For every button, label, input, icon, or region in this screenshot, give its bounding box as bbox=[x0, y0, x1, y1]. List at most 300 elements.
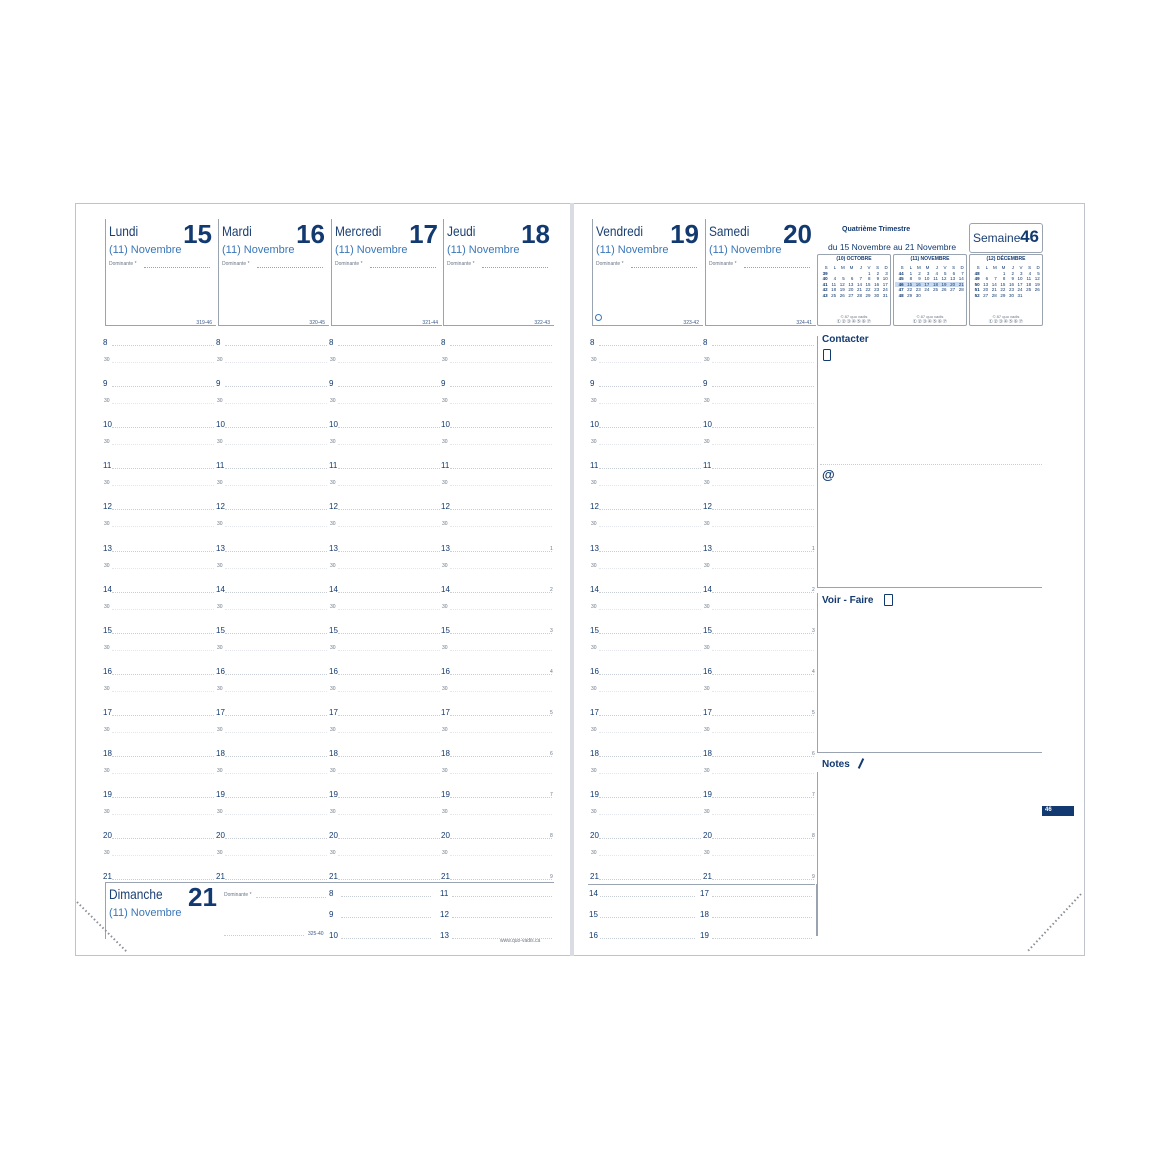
hour-line bbox=[225, 674, 327, 675]
hour-line bbox=[338, 386, 440, 387]
line-number: 9 bbox=[812, 874, 815, 881]
extra-hour: 14 bbox=[589, 889, 598, 898]
line-number: 7 bbox=[550, 792, 553, 799]
half-label: 30 bbox=[442, 768, 448, 774]
hour-line bbox=[225, 468, 327, 469]
calendar-day: 10 bbox=[924, 276, 930, 282]
extra-line bbox=[600, 938, 695, 939]
weekday-letter: M bbox=[849, 265, 854, 270]
calendar-day: 29 bbox=[907, 292, 913, 298]
quarter-title: Quatrième Trimestre bbox=[842, 226, 911, 233]
hour-label: 9 bbox=[590, 379, 595, 389]
hour-label: 12 bbox=[590, 502, 599, 512]
hour-label: 15 bbox=[590, 625, 599, 635]
line-number: 9 bbox=[550, 874, 553, 881]
half-line bbox=[338, 568, 440, 569]
hour-label: 14 bbox=[216, 584, 225, 594]
calendar-day: 14 bbox=[856, 281, 862, 287]
calendar-day: 9 bbox=[1011, 276, 1014, 282]
mini-calendar-title: (12) DÉCEMBRE bbox=[986, 256, 1026, 262]
hour-label: 10 bbox=[103, 420, 112, 430]
hour-label: 11 bbox=[216, 461, 225, 471]
hour-line bbox=[338, 551, 440, 552]
hour-line bbox=[450, 386, 552, 387]
calendar-day: 21 bbox=[856, 287, 862, 293]
hour-line bbox=[112, 756, 214, 757]
half-label: 30 bbox=[104, 398, 110, 405]
hour-line bbox=[225, 633, 327, 634]
sunday-hour: 9 bbox=[329, 910, 334, 919]
half-label: 30 bbox=[217, 521, 223, 528]
calendar-day bbox=[1023, 293, 1032, 299]
half-label: 30 bbox=[442, 726, 448, 733]
hour-label: 8 bbox=[216, 338, 221, 347]
calendar-day: 46 bbox=[895, 282, 904, 288]
half-label: 30 bbox=[442, 521, 448, 528]
half-line bbox=[599, 526, 701, 527]
day-number: 15 bbox=[183, 219, 212, 249]
half-label: 30 bbox=[330, 644, 336, 651]
half-label: 30 bbox=[704, 768, 710, 774]
half-line bbox=[338, 773, 440, 774]
weekday-letter: M bbox=[925, 265, 930, 270]
hour-line bbox=[450, 797, 552, 798]
half-label: 30 bbox=[330, 521, 336, 528]
hour-line bbox=[712, 674, 814, 675]
calendar-day: 28 bbox=[991, 292, 997, 298]
line-number: 3 bbox=[550, 627, 553, 634]
hour-label: 17 bbox=[103, 707, 112, 717]
calendar-day: 45 bbox=[898, 276, 904, 282]
calendar-day: 22 bbox=[1000, 287, 1006, 293]
hour-line bbox=[599, 756, 701, 757]
mini-calendar-footer: © 87 quo vadis bbox=[916, 314, 944, 319]
calendar-day: 50 bbox=[974, 281, 980, 287]
hour-label: 18 bbox=[329, 749, 338, 758]
hour-line bbox=[225, 386, 327, 387]
line-number: 5 bbox=[812, 709, 815, 716]
dominante-label: Dominante * bbox=[109, 261, 137, 267]
hour-label: 13 bbox=[441, 543, 450, 553]
calendar-day: 7 bbox=[994, 276, 997, 282]
weekday-letter: J bbox=[1011, 265, 1014, 270]
week-label: Semaine bbox=[973, 231, 1021, 245]
todo-line bbox=[817, 593, 818, 753]
day-header-mardi bbox=[218, 219, 329, 326]
hour-label: 18 bbox=[441, 749, 450, 758]
weekday-letter: J bbox=[935, 265, 938, 270]
day-header-samedi bbox=[705, 219, 816, 326]
half-label: 30 bbox=[104, 439, 110, 446]
half-label: 30 bbox=[591, 480, 597, 487]
extra-hour: 15 bbox=[589, 910, 598, 919]
half-label: 30 bbox=[217, 439, 223, 446]
half-label: 30 bbox=[704, 850, 710, 857]
hour-line bbox=[599, 345, 701, 346]
hour-line bbox=[112, 386, 214, 387]
calendar-day: 12 bbox=[941, 276, 947, 282]
hour-line bbox=[712, 427, 814, 428]
half-line bbox=[450, 691, 552, 692]
half-line bbox=[712, 362, 814, 363]
weekday-letter: V bbox=[943, 265, 947, 270]
line-number: 2 bbox=[812, 586, 815, 593]
hour-line bbox=[450, 427, 552, 428]
hour-label: 11 bbox=[703, 461, 712, 471]
sunday-line bbox=[341, 917, 431, 918]
hour-label: 11 bbox=[103, 461, 112, 471]
calendar-day: 29 bbox=[865, 292, 871, 298]
half-line bbox=[338, 526, 440, 527]
dominante-label: Dominante * bbox=[596, 261, 624, 267]
half-line bbox=[712, 568, 814, 569]
weekday-letter: V bbox=[1019, 265, 1023, 270]
half-label: 30 bbox=[104, 809, 110, 816]
contact-bottom bbox=[817, 587, 1042, 588]
moon-phases: ①②③④⑤⑥⑦ bbox=[836, 319, 872, 325]
hour-label: 20 bbox=[103, 831, 112, 841]
website: www.quo-vadis.ca bbox=[500, 938, 541, 944]
mini-calendar-footer: © 87 quo vadis bbox=[992, 314, 1020, 319]
half-label: 30 bbox=[442, 480, 448, 487]
calendar-day: 22 bbox=[865, 287, 871, 293]
half-line bbox=[112, 526, 214, 527]
clipboard-icon bbox=[884, 594, 893, 606]
extra-line bbox=[600, 896, 695, 897]
calendar-day: 41 bbox=[822, 281, 828, 287]
half-line bbox=[225, 732, 327, 733]
calendar-day: 29 bbox=[1000, 292, 1006, 298]
half-line bbox=[599, 444, 701, 445]
hour-label: 19 bbox=[103, 790, 112, 800]
mini-calendar-row bbox=[819, 293, 888, 299]
hour-line bbox=[712, 838, 814, 839]
day-name: Lundi bbox=[109, 223, 139, 239]
hour-label: 20 bbox=[329, 831, 338, 841]
hour-label: 10 bbox=[441, 420, 450, 430]
hour-label: 19 bbox=[329, 790, 338, 800]
half-line bbox=[712, 526, 814, 527]
hour-label: 14 bbox=[103, 584, 112, 594]
calendar-day: 13 bbox=[848, 281, 854, 287]
half-label: 30 bbox=[217, 768, 223, 774]
hour-line bbox=[712, 879, 814, 880]
calendar-day: 16 bbox=[874, 281, 880, 287]
dominante-line bbox=[257, 267, 323, 268]
hour-line bbox=[338, 879, 440, 880]
half-label: 30 bbox=[104, 521, 110, 528]
hour-line bbox=[712, 551, 814, 552]
hour-label: 21 bbox=[703, 872, 712, 882]
calendar-day: 48 bbox=[898, 292, 904, 298]
line-number: 8 bbox=[550, 833, 553, 840]
line-number: 3 bbox=[812, 627, 815, 634]
calendar-day: 3 bbox=[885, 270, 888, 276]
half-line bbox=[599, 855, 701, 856]
hour-line bbox=[338, 509, 440, 510]
sunday-line bbox=[341, 938, 431, 939]
half-line bbox=[712, 444, 814, 445]
hour-label: 14 bbox=[441, 584, 450, 594]
extra-line bbox=[712, 938, 812, 939]
hour-label: 13 bbox=[103, 543, 112, 553]
half-line bbox=[112, 732, 214, 733]
half-line bbox=[338, 814, 440, 815]
calendar-day: 25 bbox=[1026, 287, 1032, 293]
hour-line bbox=[712, 468, 814, 469]
weekday-letter: D bbox=[960, 265, 964, 270]
half-label: 30 bbox=[704, 398, 710, 405]
dominante-line bbox=[631, 267, 697, 268]
hour-line bbox=[112, 345, 214, 346]
hour-line bbox=[112, 715, 214, 716]
mini-calendar-row bbox=[971, 293, 1040, 299]
calendar-day: 31 bbox=[882, 292, 888, 298]
line-number: 1 bbox=[812, 545, 815, 552]
half-line bbox=[112, 444, 214, 445]
hour-line bbox=[225, 427, 327, 428]
hour-line bbox=[225, 756, 327, 757]
half-label: 30 bbox=[442, 439, 448, 446]
half-label: 30 bbox=[217, 644, 223, 651]
half-line bbox=[112, 691, 214, 692]
half-label: 30 bbox=[442, 809, 448, 816]
extra-hour: 17 bbox=[700, 889, 709, 898]
hour-label: 17 bbox=[216, 707, 225, 717]
calendar-day: 8 bbox=[868, 276, 871, 282]
half-label: 30 bbox=[704, 603, 710, 610]
calendar-day: 30 bbox=[1008, 292, 1014, 298]
calendar-day: 27 bbox=[983, 292, 989, 298]
half-line bbox=[338, 855, 440, 856]
calendar-day: 6 bbox=[952, 270, 956, 276]
half-line bbox=[338, 732, 440, 733]
hour-line bbox=[225, 879, 327, 880]
half-line bbox=[112, 650, 214, 651]
half-label: 30 bbox=[442, 562, 448, 569]
calendar-day: 7 bbox=[961, 270, 964, 276]
half-line bbox=[338, 444, 440, 445]
half-label: 30 bbox=[217, 726, 223, 733]
hour-label: 8 bbox=[441, 338, 446, 347]
calendar-day: 47 bbox=[898, 287, 904, 293]
calendar-day: 23 bbox=[1008, 287, 1014, 293]
hour-label: 16 bbox=[329, 666, 338, 676]
calendar-day: 26 bbox=[1034, 287, 1040, 293]
day-month: (11) Novembre bbox=[596, 244, 669, 256]
hour-label: 10 bbox=[590, 420, 599, 430]
half-label: 30 bbox=[591, 644, 597, 651]
calendar-day: 23 bbox=[874, 287, 880, 293]
hour-label: 10 bbox=[329, 420, 338, 430]
calendar-day: 19 bbox=[1034, 281, 1040, 287]
half-label: 30 bbox=[217, 809, 223, 816]
email-at-icon: @ bbox=[822, 467, 835, 482]
half-label: 30 bbox=[330, 357, 336, 363]
extra-line bbox=[712, 896, 812, 897]
mini-calendar-title: (10) OCTOBRE bbox=[836, 256, 872, 262]
hour-line bbox=[450, 551, 552, 552]
half-label: 30 bbox=[591, 603, 597, 610]
calendar-day: 10 bbox=[1017, 276, 1023, 282]
hour-line bbox=[450, 756, 552, 757]
hour-line bbox=[338, 427, 440, 428]
day-number: 20 bbox=[783, 219, 812, 249]
hour-label: 8 bbox=[329, 338, 334, 347]
hour-line bbox=[338, 715, 440, 716]
binding-gutter bbox=[570, 203, 574, 956]
half-line bbox=[712, 773, 814, 774]
hour-line bbox=[599, 879, 701, 880]
calendar-day: 20 bbox=[848, 287, 854, 293]
sunday-hour: 12 bbox=[440, 910, 449, 919]
day-code: 321-44 bbox=[422, 320, 438, 326]
calendar-day: 40 bbox=[822, 276, 828, 282]
hour-line bbox=[599, 551, 701, 552]
sunday-hour: 13 bbox=[440, 931, 449, 940]
half-line bbox=[450, 609, 552, 610]
hour-line bbox=[599, 427, 701, 428]
calendar-day: 8 bbox=[909, 276, 913, 282]
mini-calendar-row bbox=[895, 293, 964, 299]
half-line bbox=[599, 814, 701, 815]
half-line bbox=[712, 855, 814, 856]
dominante-label: Dominante * bbox=[335, 261, 363, 267]
half-line bbox=[338, 485, 440, 486]
calendar-day: 25 bbox=[831, 292, 837, 298]
half-label: 30 bbox=[442, 357, 448, 363]
calendar-day: 14 bbox=[991, 281, 997, 287]
line-number: 1 bbox=[550, 545, 553, 552]
hour-line bbox=[712, 715, 814, 716]
hour-label: 8 bbox=[703, 338, 708, 347]
hole-circle bbox=[595, 314, 602, 321]
half-label: 30 bbox=[330, 850, 336, 857]
half-line bbox=[599, 650, 701, 651]
half-line bbox=[225, 568, 327, 569]
half-line bbox=[338, 362, 440, 363]
calendar-day: 5 bbox=[842, 276, 845, 282]
calendar-day: 20 bbox=[983, 287, 989, 293]
half-label: 30 bbox=[330, 398, 336, 405]
calendar-day: 11 bbox=[1026, 276, 1032, 282]
half-label: 30 bbox=[104, 357, 110, 363]
sunday-code-line bbox=[224, 935, 304, 936]
half-line bbox=[712, 814, 814, 815]
half-line bbox=[225, 526, 327, 527]
calendar-day: 48 bbox=[974, 270, 980, 276]
contact-divider bbox=[820, 464, 1042, 465]
calendar-day: 5 bbox=[1037, 270, 1040, 276]
half-label: 30 bbox=[704, 521, 710, 528]
half-line bbox=[112, 855, 214, 856]
day-name: Jeudi bbox=[447, 223, 476, 239]
hour-label: 9 bbox=[216, 379, 221, 389]
day-number: 19 bbox=[670, 219, 699, 249]
extra-hour: 18 bbox=[700, 910, 709, 919]
half-label: 30 bbox=[217, 685, 223, 692]
hour-line bbox=[712, 633, 814, 634]
hour-label: 10 bbox=[216, 420, 225, 430]
week-badge bbox=[969, 223, 1043, 253]
hour-line bbox=[450, 468, 552, 469]
day-month: (11) Novembre bbox=[335, 244, 408, 256]
calendar-day: 4 bbox=[1028, 270, 1032, 276]
half-line bbox=[599, 568, 701, 569]
hour-line bbox=[338, 674, 440, 675]
hour-label: 9 bbox=[103, 379, 108, 389]
calendar-day: 18 bbox=[831, 287, 837, 293]
half-label: 30 bbox=[104, 480, 110, 487]
dominante-line bbox=[482, 267, 548, 268]
half-line bbox=[712, 691, 814, 692]
half-label: 30 bbox=[330, 603, 336, 610]
weekday-letter: S bbox=[876, 265, 880, 270]
calendar-day: 4 bbox=[935, 270, 938, 276]
hour-line bbox=[712, 386, 814, 387]
extra-line bbox=[600, 917, 695, 918]
calendar-day bbox=[921, 293, 930, 299]
half-line bbox=[112, 814, 214, 815]
calendar-day: 30 bbox=[915, 292, 921, 298]
hour-label: 16 bbox=[590, 666, 599, 676]
half-label: 30 bbox=[591, 809, 597, 816]
calendar-day: 9 bbox=[876, 276, 880, 282]
calendar-day: 3 bbox=[926, 270, 930, 276]
calendar-day: 21 bbox=[955, 282, 964, 288]
hour-line bbox=[338, 345, 440, 346]
half-line bbox=[225, 691, 327, 692]
hour-line bbox=[599, 674, 701, 675]
mini-calendar bbox=[893, 254, 967, 326]
half-line bbox=[599, 732, 701, 733]
half-line bbox=[225, 362, 327, 363]
half-label: 30 bbox=[442, 603, 448, 610]
calendar-day: 15 bbox=[904, 282, 913, 288]
calendar-day: 24 bbox=[1017, 287, 1023, 293]
calendar-day: 26 bbox=[941, 287, 947, 293]
hour-label: 20 bbox=[441, 831, 450, 841]
half-label: 30 bbox=[217, 357, 223, 363]
calendar-day: 14 bbox=[958, 276, 964, 282]
calendar-day: 17 bbox=[1017, 281, 1023, 287]
sunday-code: 325-40 bbox=[308, 931, 324, 937]
hour-line bbox=[599, 592, 701, 593]
mini-calendar-grid bbox=[819, 265, 888, 299]
half-line bbox=[112, 609, 214, 610]
day-code: 319-46 bbox=[196, 320, 212, 326]
half-label: 30 bbox=[217, 480, 223, 487]
hour-label: 16 bbox=[103, 666, 112, 676]
weekday-letter: J bbox=[859, 265, 862, 270]
weekday-letter: S bbox=[976, 265, 980, 270]
half-line bbox=[712, 732, 814, 733]
weekday-letter: L bbox=[833, 265, 837, 270]
half-label: 30 bbox=[591, 726, 597, 733]
half-line bbox=[338, 650, 440, 651]
calendar-day: 11 bbox=[831, 281, 837, 287]
hour-line bbox=[225, 509, 327, 510]
weekday-letter: M bbox=[993, 265, 997, 270]
half-line bbox=[712, 650, 814, 651]
hour-line bbox=[450, 345, 552, 346]
sunday-dominante-line bbox=[256, 897, 326, 898]
line-number: 6 bbox=[550, 751, 553, 757]
hour-label: 9 bbox=[703, 379, 708, 389]
hour-label: 13 bbox=[590, 543, 599, 553]
calendar-day: 28 bbox=[958, 287, 964, 293]
hour-label: 18 bbox=[103, 749, 112, 758]
